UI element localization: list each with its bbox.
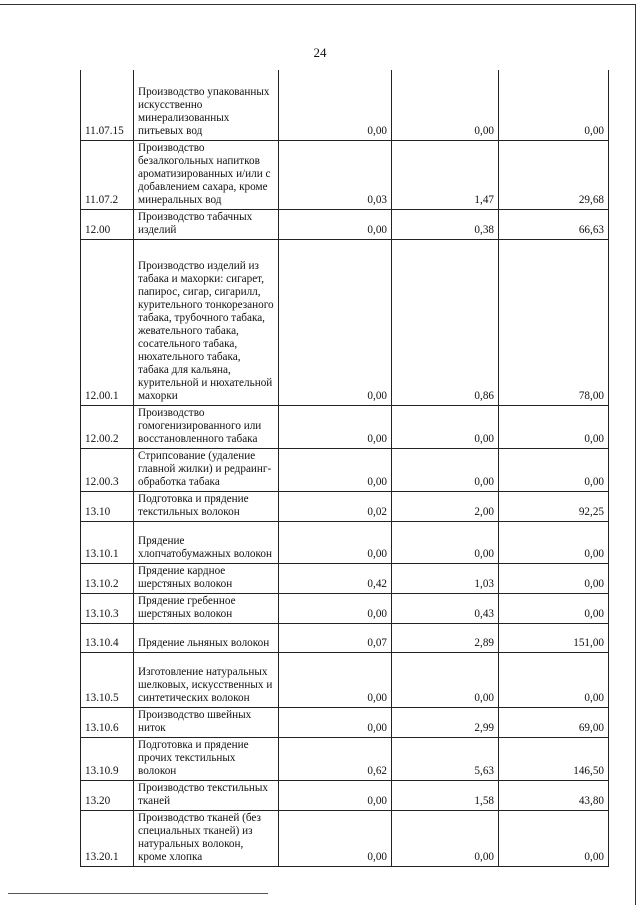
row-name: Производство гомогенизированного или восстановленного табака — [134, 405, 279, 448]
row-value-1: 0,00 — [279, 70, 392, 140]
row-value-2: 2,00 — [392, 491, 499, 521]
row-value-3: 0,00 — [499, 448, 609, 491]
row-value-2: 0,00 — [392, 405, 499, 448]
row-value-3: 0,00 — [499, 405, 609, 448]
row-code: 11.07.15 — [81, 70, 134, 140]
table-row — [81, 623, 609, 652]
row-value-3: 0,00 — [499, 652, 609, 707]
row-name: Производство изделий из табака и махорки: сигарет, папирос, сигар, сигарилл, курительного тонкорезаного табака, трубочного табака, жевательного табака, сосательного табака, нюхательного табака, табака для кальяна, курительной и нюхательной махорки — [134, 239, 279, 405]
row-value-3: 0,00 — [499, 70, 609, 140]
row-value-2: 1,03 — [392, 563, 499, 593]
row-name: Подготовка и прядение прочих текстильных волокон — [134, 737, 279, 780]
row-code: 12.00.1 — [81, 239, 134, 405]
row-value-2: 2,89 — [392, 623, 499, 652]
row-value-2: 0,00 — [392, 448, 499, 491]
row-value-1: 0,02 — [279, 491, 392, 521]
table-row — [81, 737, 609, 780]
row-name: Прядение кардное шерстяных волокон — [134, 563, 279, 593]
row-value-1: 0,00 — [279, 810, 392, 866]
row-value-1: 0,00 — [279, 521, 392, 563]
row-code: 11.07.2 — [81, 140, 134, 209]
row-code: 12.00.3 — [81, 448, 134, 491]
page-frame-top — [0, 4, 636, 5]
row-code: 12.00.2 — [81, 405, 134, 448]
row-value-3: 0,00 — [499, 810, 609, 866]
row-value-1: 0,07 — [279, 623, 392, 652]
table-row — [81, 780, 609, 810]
table-row — [81, 209, 609, 239]
row-value-1: 0,00 — [279, 652, 392, 707]
page-number: 24 — [313, 45, 327, 60]
table-row — [81, 239, 609, 405]
row-name: Подготовка и прядение текстильных волокон — [134, 491, 279, 521]
row-value-3: 151,00 — [499, 623, 609, 652]
row-value-3: 69,00 — [499, 707, 609, 737]
row-name: Производство безалкогольных напитков ароматизированных и/или с добавлением сахара, кроме минеральных вод — [134, 140, 279, 209]
row-value-1: 0,00 — [279, 593, 392, 623]
row-value-1: 0,00 — [279, 209, 392, 239]
row-value-2: 1,47 — [392, 140, 499, 209]
footer-line — [8, 893, 268, 894]
row-code: 13.10.9 — [81, 737, 134, 780]
row-value-2: 0,38 — [392, 209, 499, 239]
row-value-3: 66,63 — [499, 209, 609, 239]
row-code: 13.20.1 — [81, 810, 134, 866]
row-code: 13.10.5 — [81, 652, 134, 707]
row-name: Производство табачных изделий — [134, 209, 279, 239]
row-name: Прядение хлопчатобумажных волокон — [134, 521, 279, 563]
table-body — [81, 70, 609, 866]
row-value-1: 0,42 — [279, 563, 392, 593]
row-value-2: 0,00 — [392, 70, 499, 140]
row-value-3: 43,80 — [499, 780, 609, 810]
row-name: Производство тканей (без специальных тканей) из натуральных волокон, кроме хлопка — [134, 810, 279, 866]
row-code: 13.10.1 — [81, 521, 134, 563]
table-row — [81, 810, 609, 866]
row-code: 13.10.6 — [81, 707, 134, 737]
table-row — [81, 70, 609, 140]
row-value-1: 0,00 — [279, 780, 392, 810]
row-value-3: 0,00 — [499, 563, 609, 593]
table-row — [81, 405, 609, 448]
table-row — [81, 563, 609, 593]
row-value-2: 0,43 — [392, 593, 499, 623]
row-value-1: 0,00 — [279, 239, 392, 405]
row-value-1: 0,00 — [279, 448, 392, 491]
table-row — [81, 593, 609, 623]
row-code: 12.00 — [81, 209, 134, 239]
row-value-1: 0,00 — [279, 707, 392, 737]
row-name: Производство текстильных тканей — [134, 780, 279, 810]
row-value-2: 2,99 — [392, 707, 499, 737]
row-value-2: 0,00 — [392, 810, 499, 866]
row-name: Изготовление натуральных шелковых, искусственных и синтетических волокон — [134, 652, 279, 707]
row-code: 13.10.4 — [81, 623, 134, 652]
table-row — [81, 140, 609, 209]
row-value-2: 0,86 — [392, 239, 499, 405]
row-name: Производство швейных ниток — [134, 707, 279, 737]
row-value-1: 0,00 — [279, 405, 392, 448]
row-value-2: 0,00 — [392, 652, 499, 707]
row-code: 13.10.3 — [81, 593, 134, 623]
data-table — [80, 70, 609, 867]
row-code: 13.10.2 — [81, 563, 134, 593]
row-value-3: 92,25 — [499, 491, 609, 521]
row-name: Прядение льняных волокон — [134, 623, 279, 652]
row-value-1: 0,03 — [279, 140, 392, 209]
row-value-3: 29,68 — [499, 140, 609, 209]
row-code: 13.20 — [81, 780, 134, 810]
table-row — [81, 707, 609, 737]
row-value-1: 0,62 — [279, 737, 392, 780]
row-value-3: 146,50 — [499, 737, 609, 780]
row-value-3: 0,00 — [499, 593, 609, 623]
row-value-2: 0,00 — [392, 521, 499, 563]
table-row — [81, 448, 609, 491]
page-frame-right — [635, 4, 636, 905]
row-value-3: 0,00 — [499, 521, 609, 563]
row-code: 13.10 — [81, 491, 134, 521]
row-name: Производство упакованных искусственно минерализованных питьевых вод — [134, 70, 279, 140]
row-value-3: 78,00 — [499, 239, 609, 405]
table-row — [81, 521, 609, 563]
row-value-2: 5,63 — [392, 737, 499, 780]
table-row — [81, 652, 609, 707]
row-name: Стрипсование (удаление главной жилки) и редраинг-обработка табака — [134, 448, 279, 491]
table-row — [81, 491, 609, 521]
row-name: Прядение гребенное шерстяных волокон — [134, 593, 279, 623]
row-value-2: 1,58 — [392, 780, 499, 810]
